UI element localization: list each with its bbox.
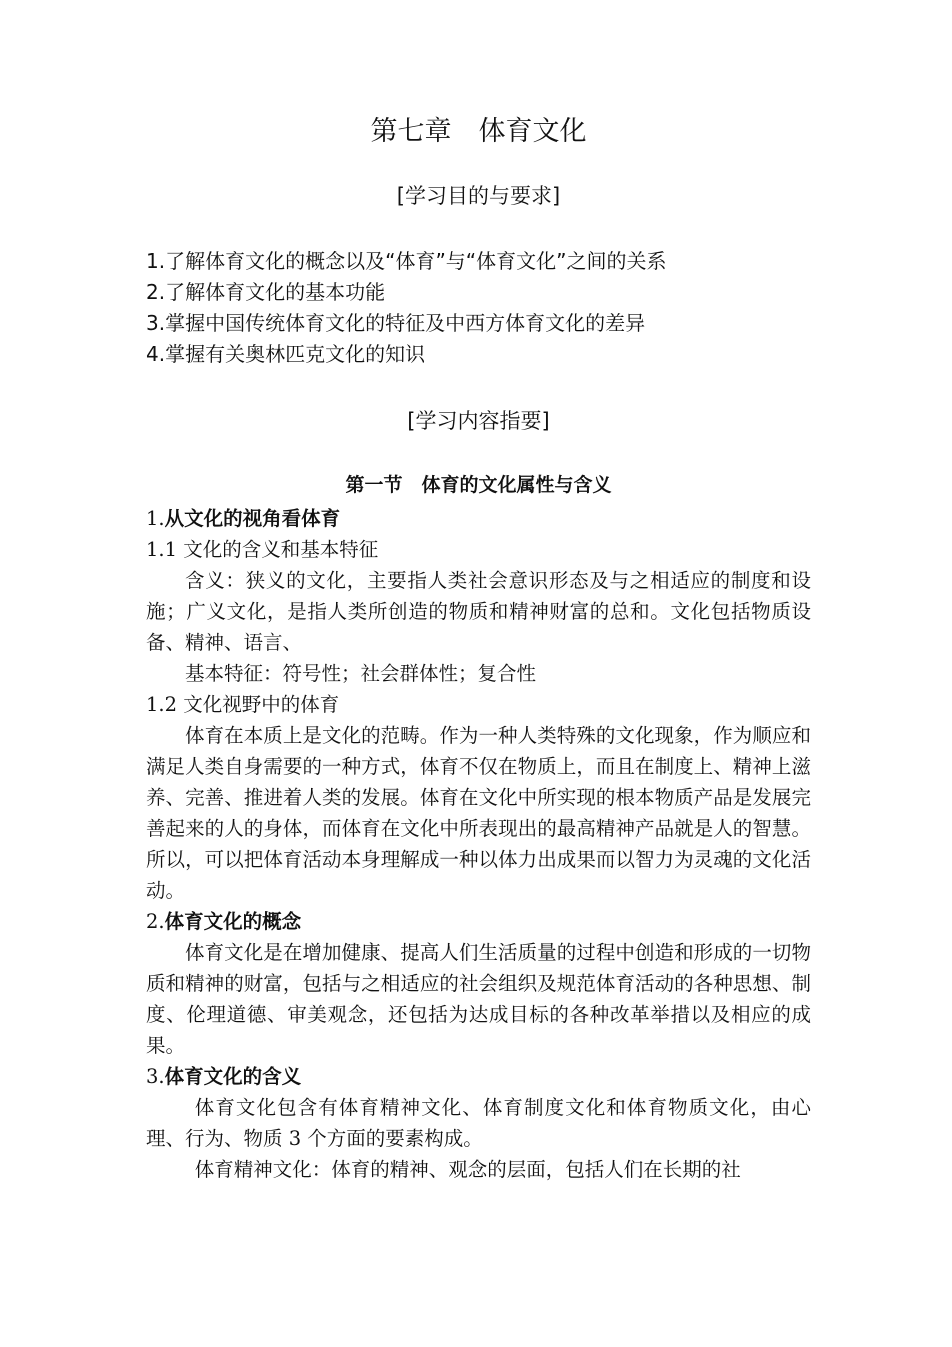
- objective-item: 3.掌握中国传统体育文化的特征及中西方体育文化的差异: [146, 311, 646, 335]
- heading-1: [146, 503, 811, 534]
- heading-3: [146, 1061, 811, 1092]
- content-heading: [学习内容指要]: [407, 409, 550, 433]
- heading-2-number: 2.: [146, 910, 165, 933]
- objectives-heading: [学习目的与要求]: [396, 184, 561, 208]
- subheading-1-2: 1.2 文化视野中的体育: [146, 693, 340, 716]
- objectives-list: [146, 246, 667, 370]
- paragraph-spirit: 体育精神文化：体育的精神、观念的层面，包括人们在长期的社: [194, 1158, 741, 1181]
- heading-1-text: 从文化的视角看体育: [164, 507, 341, 530]
- paragraph-concept: 体育文化是在增加健康、提高人们生活质量的过程中创造和形成的一切物质和精神的财富，包括与之相适应的社会组织及规范体育活动的各种思想、制度、伦理道德、审美观念，还包括为达成目标的各种改革举措以及相应的成果。: [146, 941, 811, 1057]
- paragraph-content: 体育文化包含有体育精神文化、体育制度文化和体育物质文化，由心理、行为、物质 3 个方面的要素构成。: [146, 1096, 811, 1150]
- paragraph-meaning: 含义：狭义的文化，主要指人类社会意识形态及与之相适应的制度和设施；广义文化，是指人类所创造的物质和精神财富的总和。文化包括物质设备、精神、语言、: [146, 569, 811, 654]
- paragraph-sport: 体育在本质上是文化的范畴。作为一种人类特殊的文化现象，作为顺应和满足人类自身需要的一种方式，体育不仅在物质上，而且在制度上、精神上滋养、完善、推进着人类的发展。体育在文化中所实现的根本物质产品是发展完善起来的人的身体，而体育在文化中所表现出的最高精神产品就是人的智慧。所以，可以把体育活动本身理解成一种以体力出成果而以智力为灵魂的文化活动。: [146, 724, 811, 902]
- objective-item: 4.掌握有关奥林匹克文化的知识: [146, 342, 426, 366]
- subheading-1-1: 1.1 文化的含义和基本特征: [146, 538, 379, 561]
- objective-item: 1.了解体育文化的概念以及“体育”与“体育文化”之间的关系: [146, 249, 667, 273]
- body-text: [146, 503, 811, 1185]
- objective-item: 2.了解体育文化的基本功能: [146, 280, 386, 304]
- heading-2: [146, 906, 811, 937]
- heading-1-number: 1.: [146, 507, 165, 530]
- heading-2-text: 体育文化的概念: [164, 910, 302, 933]
- heading-3-number: 3.: [146, 1065, 165, 1088]
- chapter-title: 第七章 体育文化: [370, 116, 587, 147]
- heading-3-text: 体育文化的含义: [164, 1065, 302, 1088]
- section-title: 第一节 体育的文化属性与含义: [345, 474, 612, 496]
- paragraph-features: 基本特征：符号性；社会群体性；复合性: [185, 662, 537, 685]
